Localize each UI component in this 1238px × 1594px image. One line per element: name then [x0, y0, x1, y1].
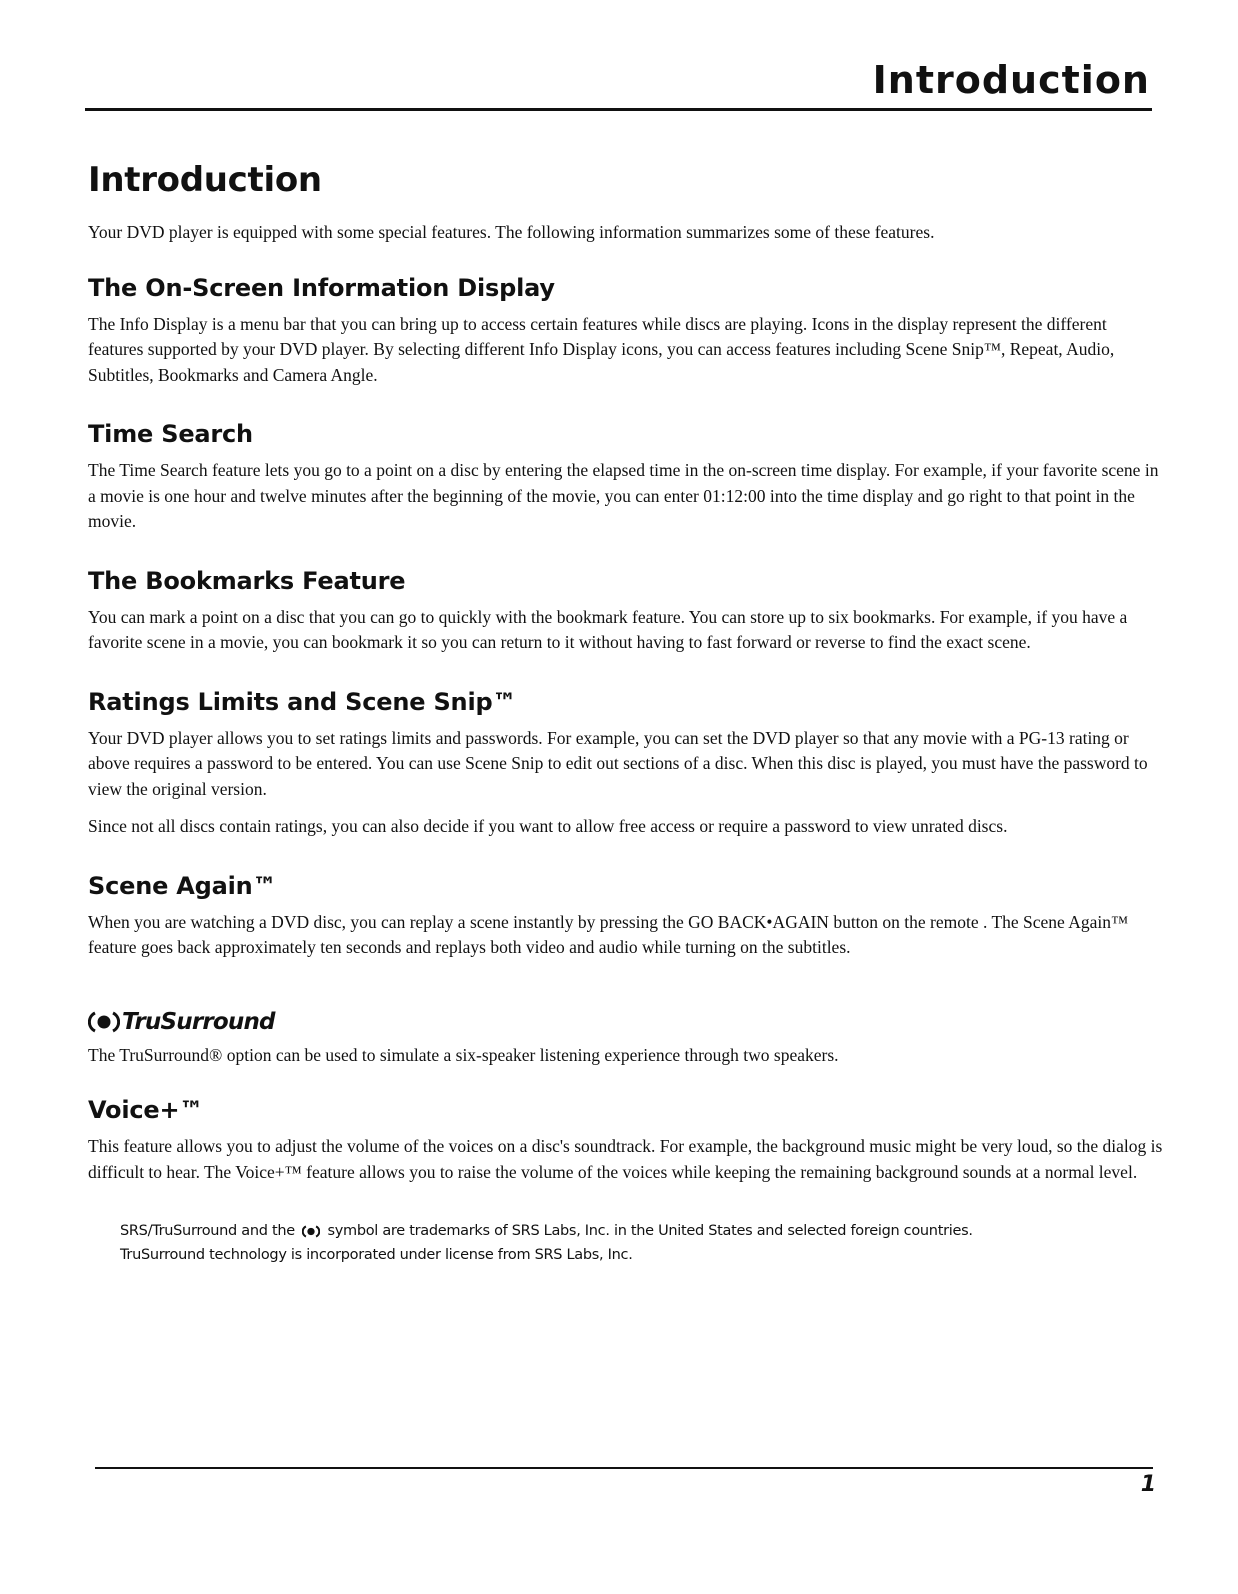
- section-heading: The Bookmarks Feature: [88, 566, 406, 595]
- section-paragraph: This feature allows you to adjust the volume of the voices on a disc's soundtrack. For example, the background music might be very loud, so the dialog is difficult to hear. The Voice+™ feature allows you to raise the volume of the voices while keeping the remaining background sounds at a normal level.: [88, 1136, 1163, 1182]
- intro-paragraph: Your DVD player is equipped with some special features. The following information summarizes some of these features.: [88, 222, 935, 242]
- section-paragraph: The Time Search feature lets you go to a point on a disc by entering the elapsed time in the on-screen time display. For example, if your favorite scene in a movie is one hour and twelve minutes after the beginning of the movie, you can enter 01:12:00 into the time display and go right to that point in the movie.: [88, 460, 1159, 531]
- section-paragraph: When you are watching a DVD disc, you can replay a scene instantly by pressing the GO BACK•AGAIN button on the remote . The Scene Again™ feature goes back approximately ten seconds and replays both video and audio while turning on the subtitles.: [88, 911, 1129, 957]
- section-heading: The On-Screen Information Display: [88, 273, 555, 302]
- running-header-title: Introduction: [872, 58, 1150, 102]
- section-heading: Time Search: [88, 420, 253, 448]
- section-bookmarks: [88, 567, 1163, 656]
- section-heading: Ratings Limits and Scene Snip™: [88, 687, 517, 716]
- footnote-text-end: symbol are trademarks of SRS Labs, Inc. in the United States and selected foreign countries. TruSurround technology is incorporated under license from SRS Labs, Inc.: [120, 1223, 973, 1263]
- section-paragraph: You can mark a point on a disc that you can go to quickly with the bookmark feature. You can store up to six bookmarks. For example, if you have a favorite scene in a movie, you can bookmark it so you can return to it without having to fast forward or reverse to find the exact scene.: [88, 606, 1128, 652]
- trusurround-logo: [88, 1009, 1163, 1035]
- section-voice-plus: [88, 1096, 1163, 1185]
- footer-rule: [95, 1467, 1153, 1469]
- section-paragraph: Since not all discs contain ratings, you can also decide if you want to allow free access or require a password to view unrated discs.: [88, 816, 1008, 836]
- srs-symbol-icon: [302, 1225, 320, 1238]
- page-content: [88, 160, 1163, 1267]
- srs-symbol-icon: [88, 1011, 120, 1033]
- page-title: Introduction: [88, 160, 322, 200]
- section-paragraph: The Info Display is a menu bar that you can bring up to access certain features while discs are playing. Icons in the display represent the different features supported by your DVD player. By selecting different Info Display icons, you can access features including Scene Snip™, Repeat, Audio, Subtitles, Bookmarks and Camera Angle.: [88, 313, 1115, 385]
- section-heading: Voice+™: [88, 1096, 204, 1124]
- section-heading: Scene Again™: [88, 871, 277, 900]
- section-ratings-limits: [88, 688, 1163, 840]
- section-time-search: [88, 420, 1163, 535]
- section-paragraph: The TruSurround® option can be used to simulate a six-speaker listening experience through two speakers.: [88, 1044, 839, 1065]
- section-paragraph: Your DVD player allows you to set ratings limits and passwords. For example, you can set the DVD player so that any movie with a PG-13 rating or above requires a password to be entered. You can use Scene Snip to edit out sections of a disc. When this disc is played, you must have the password to view the original version.: [88, 727, 1148, 799]
- section-trusurround: [88, 1009, 1163, 1069]
- trusurround-logo-text: TruSurround: [122, 1008, 275, 1035]
- trademark-footnote: [120, 1219, 980, 1267]
- footnote-text-start: SRS/TruSurround and the: [120, 1223, 295, 1239]
- page-number: 1: [1140, 1472, 1156, 1497]
- section-on-screen-display: [88, 274, 1163, 389]
- header-rule: [85, 108, 1152, 111]
- section-scene-again: [88, 872, 1163, 961]
